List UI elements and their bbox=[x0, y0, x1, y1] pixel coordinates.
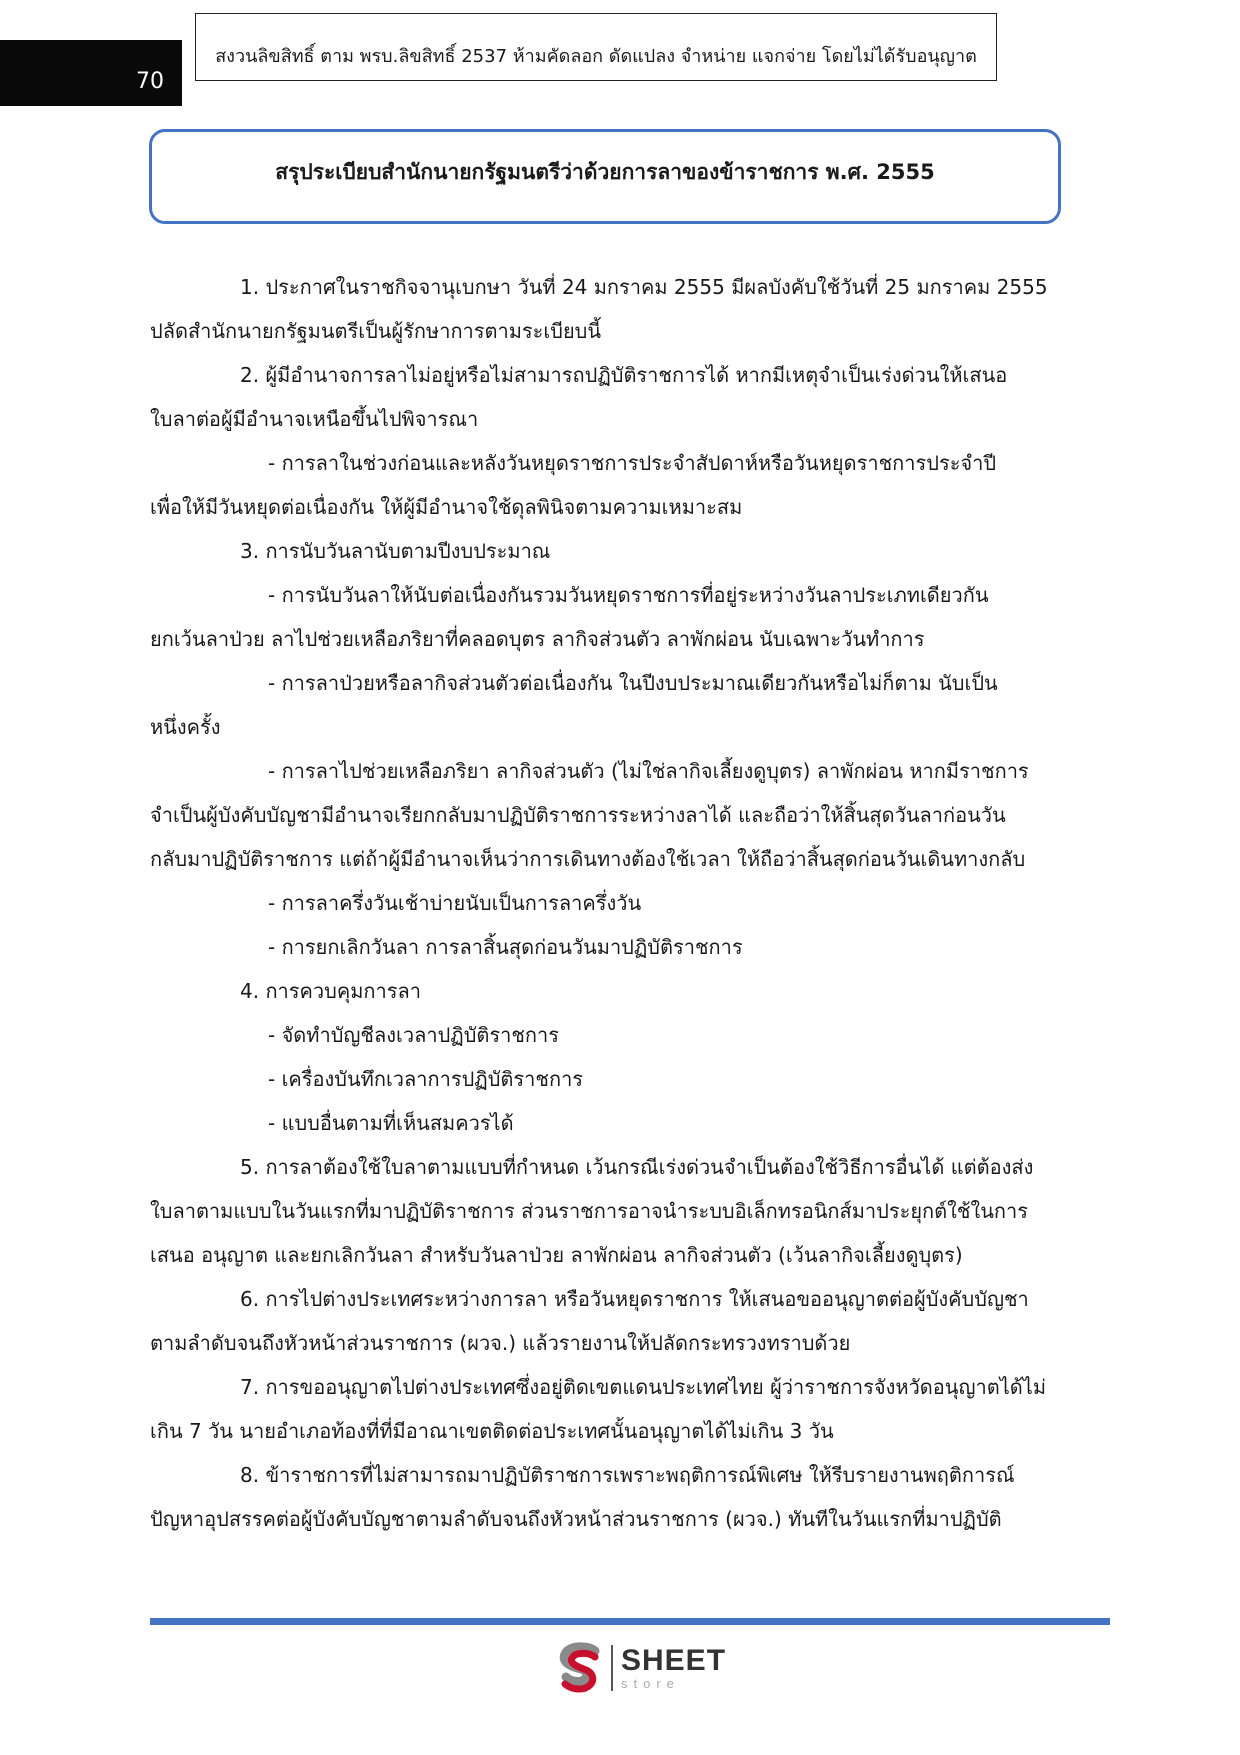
body-line: - เครื่องบันทึกเวลาการปฏิบัติราชการ bbox=[268, 1067, 584, 1091]
body-line: - การลาในช่วงก่อนและหลังวันหยุดราชการประจำสัปดาห์หรือวันหยุดราชการประจำปี bbox=[268, 451, 997, 475]
page-number-text: 70 bbox=[136, 69, 164, 94]
body-line: 5. การลาต้องใช้ใบลาตามแบบที่กำหนด เว้นกรณีเร่งด่วนจำเป็นต้องใช้วิธีการอื่นได้ แต่ต้องส่ง bbox=[240, 1155, 1034, 1179]
body-line: 1. ประกาศในราชกิจจานุเบกษา วันที่ 24 มกราคม 2555 มีผลบังคับใช้วันที่ 25 มกราคม 2555 bbox=[240, 275, 1048, 299]
copyright-text: สงวนลิขสิทธิ์ ตาม พรบ.ลิขสิทธิ์ 2537 ห้ามคัดลอก ดัดแปลง จำหน่าย แจกจ่าย โดยไม่ได้รับอนุญาต bbox=[215, 46, 977, 67]
body-line: 7. การขออนุญาตไปต่างประเทศซึ่งอยู่ติดเขตแดนประเทศไทย ผู้ว่าราชการจังหวัดอนุญาตได้ไม่ bbox=[240, 1375, 1047, 1399]
body-line: - จัดทำบัญชีลงเวลาปฏิบัติราชการ bbox=[268, 1023, 560, 1047]
body-line: ตามลำดับจนถึงหัวหน้าส่วนราชการ (ผวจ.) แล้วรายงานให้ปลัดกระทรวงทราบด้วย bbox=[150, 1331, 851, 1355]
body-line: ปลัดสำนักนายกรัฐมนตรีเป็นผู้รักษาการตามระเบียบนี้ bbox=[150, 319, 602, 343]
logo-main-text: SHEET bbox=[621, 1644, 727, 1677]
document-title: สรุประเบียบสำนักนายกรัฐมนตรีว่าด้วยการลาของข้าราชการ พ.ศ. 2555 bbox=[275, 160, 935, 184]
body-line: - การยกเลิกวันลา การลาสิ้นสุดก่อนวันมาปฏิบัติราชการ bbox=[268, 935, 743, 959]
body-line: 4. การควบคุมการลา bbox=[240, 979, 421, 1003]
sheet-s-logo-icon bbox=[555, 1642, 605, 1694]
body-line: - การลาไปช่วยเหลือภริยา ลากิจส่วนตัว (ไม่ใช่ลากิจเลี้ยงดูบุตร) ลาพักผ่อน หากมีราชการ bbox=[268, 759, 1029, 783]
logo-divider bbox=[611, 1645, 613, 1691]
copyright-notice bbox=[195, 13, 997, 81]
body-line: ใบลาตามแบบในวันแรกที่มาปฏิบัติราชการ ส่วนราชการอาจนำระบบอิเล็กทรอนิกส์มาประยุกต์ใช้ในการ bbox=[150, 1199, 1028, 1223]
logo-sub-text: store bbox=[621, 1676, 680, 1691]
logo-text bbox=[621, 1646, 726, 1690]
body-line: ยกเว้นลาป่วย ลาไปช่วยเหลือภริยาที่คลอดบุตร ลากิจส่วนตัว ลาพักผ่อน นับเฉพาะวันทำการ bbox=[150, 627, 925, 651]
body-line: ปัญหาอุปสรรคต่อผู้บังคับบัญชาตามลำดับจนถึงหัวหน้าส่วนราชการ (ผวจ.) ทันทีในวันแรกที่มาปฏิบัติ bbox=[150, 1507, 1002, 1531]
body-line: - การลาป่วยหรือลากิจส่วนตัวต่อเนื่องกัน ในปีงบประมาณเดียวกันหรือไม่ก็ตาม นับเป็น bbox=[268, 671, 998, 695]
document-body bbox=[150, 265, 1062, 1541]
page-number bbox=[0, 40, 182, 106]
body-line: - แบบอื่นตามที่เห็นสมควรได้ bbox=[268, 1111, 514, 1135]
body-line: 2. ผู้มีอำนาจการลาไม่อยู่หรือไม่สามารถปฏิบัติราชการได้ หากมีเหตุจำเป็นเร่งด่วนให้เสนอ bbox=[240, 363, 1008, 387]
body-line: 8. ข้าราชการที่ไม่สามารถมาปฏิบัติราชการเพราะพฤติการณ์พิเศษ ให้รีบรายงานพฤติการณ์ bbox=[240, 1463, 1015, 1487]
body-line: - การลาครึ่งวันเช้าบ่ายนับเป็นการลาครึ่งวัน bbox=[268, 891, 642, 915]
document-title-box bbox=[149, 129, 1061, 224]
body-line: เกิน 7 วัน นายอำเภอท้องที่ที่มีอาณาเขตติดต่อประเทศนั้นอนุญาตได้ไม่เกิน 3 วัน bbox=[150, 1419, 834, 1443]
body-line: 6. การไปต่างประเทศระหว่างการลา หรือวันหยุดราชการ ให้เสนอขออนุญาตต่อผู้บังคับบัญชา bbox=[240, 1287, 1029, 1311]
body-line: หนึ่งครั้ง bbox=[150, 715, 221, 739]
body-line: 3. การนับวันลานับตามปีงบประมาณ bbox=[240, 539, 551, 563]
body-line: - การนับวันลาให้นับต่อเนื่องกันรวมวันหยุดราชการที่อยู่ระหว่างวันลาประเภทเดียวกัน bbox=[268, 583, 989, 607]
footer-divider bbox=[150, 1618, 1110, 1625]
body-line: ใบลาต่อผู้มีอำนาจเหนือขึ้นไปพิจารณา bbox=[150, 407, 479, 431]
body-line: กลับมาปฏิบัติราชการ แต่ถ้าผู้มีอำนาจเห็นว่าการเดินทางต้องใช้เวลา ให้ถือว่าสิ้นสุดก่อนวันเดินทางกลับ bbox=[150, 847, 1026, 871]
sheet-store-logo bbox=[555, 1640, 726, 1696]
body-line: เสนอ อนุญาต และยกเลิกวันลา สำหรับวันลาป่วย ลาพักผ่อน ลากิจส่วนตัว (เว้นลากิจเลี้ยงดูบุตร) bbox=[150, 1243, 963, 1267]
body-line: เพื่อให้มีวันหยุดต่อเนื่องกัน ให้ผู้มีอำนาจใช้ดุลพินิจตามความเหมาะสม bbox=[150, 495, 743, 519]
body-line: จำเป็นผู้บังคับบัญชามีอำนาจเรียกกลับมาปฏิบัติราชการระหว่างลาได้ และถือว่าให้สิ้นสุดวันลาก่อนวัน bbox=[150, 803, 1006, 827]
